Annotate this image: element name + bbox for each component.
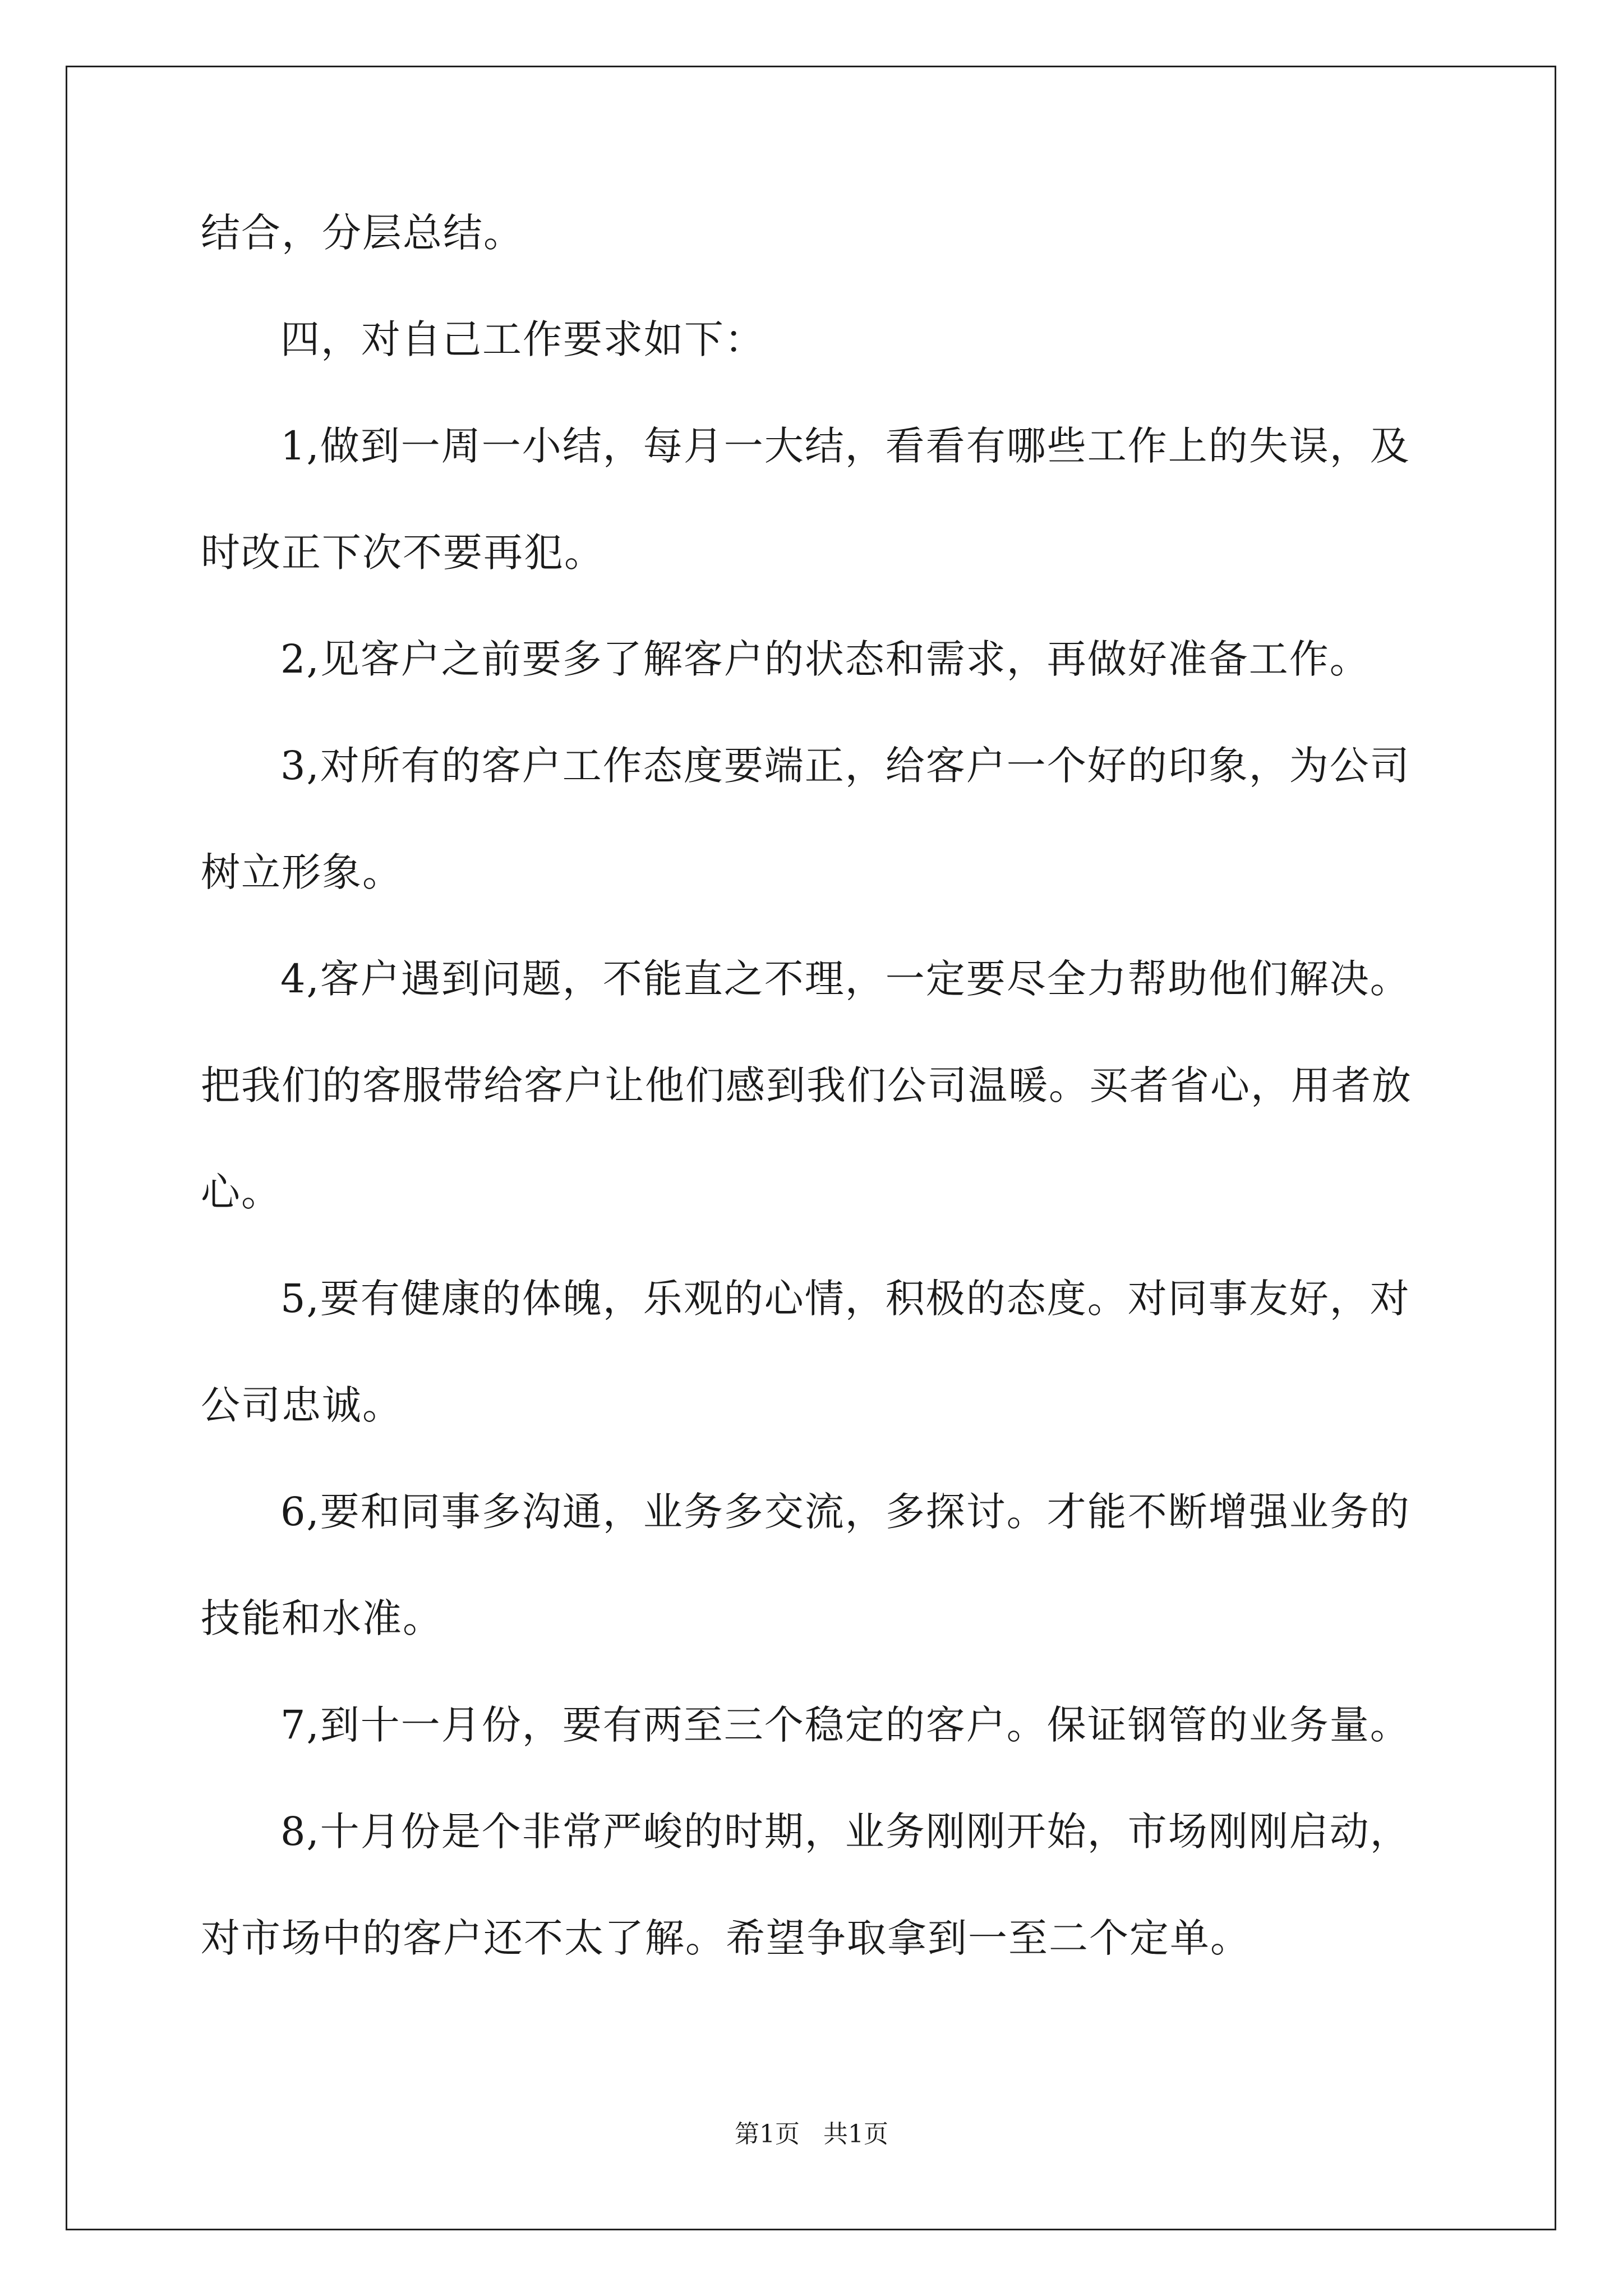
text-line: 5,要有健康的体魄，乐观的心情，积极的态度。对同事友好，对: [280, 1276, 1410, 1322]
text-line: 6,要和同事多沟通，业务多交流，多探讨。才能不断增强业务的: [280, 1489, 1410, 1535]
text-line: 3,对所有的客户工作态度要端正，给客户一个好的印象，为公司: [280, 743, 1410, 789]
text-line: 4,客户遇到问题，不能直之不理，一定要尽全力帮助他们解决。: [280, 956, 1410, 1002]
text-line: 把我们的客服带给客户让他们感到我们公司温暖。买者省心，用者放: [201, 1062, 1412, 1108]
section-heading: 四，对自己工作要求如下：: [280, 316, 765, 362]
text-line: 1,做到一周一小结，每月一大结，看看有哪些工作上的失误，及: [280, 423, 1410, 469]
page-footer: 第1页 共1页: [735, 2120, 888, 2148]
page-border: [66, 66, 1556, 2230]
text-line: 树立形象。: [201, 849, 403, 895]
text-line: 8,十月份是个非常严峻的时期，业务刚刚开始，市场刚刚启动，: [280, 1809, 1410, 1855]
text-line: 公司忠诚。: [201, 1382, 403, 1428]
text-line: 2,见客户之前要多了解客户的状态和需求，再做好准备工作。: [280, 636, 1370, 682]
text-line: 结合，分层总结。: [201, 210, 524, 256]
text-line: 技能和水准。: [201, 1595, 443, 1641]
text-line: 心。: [201, 1169, 282, 1215]
text-line: 对市场中的客户还不太了解。希望争取拿到一至二个定单。: [201, 1915, 1251, 1961]
text-line: 时改正下次不要再犯。: [201, 530, 605, 576]
text-line: 7,到十一月份，要有两至三个稳定的客户。保证钢管的业务量。: [280, 1702, 1410, 1748]
